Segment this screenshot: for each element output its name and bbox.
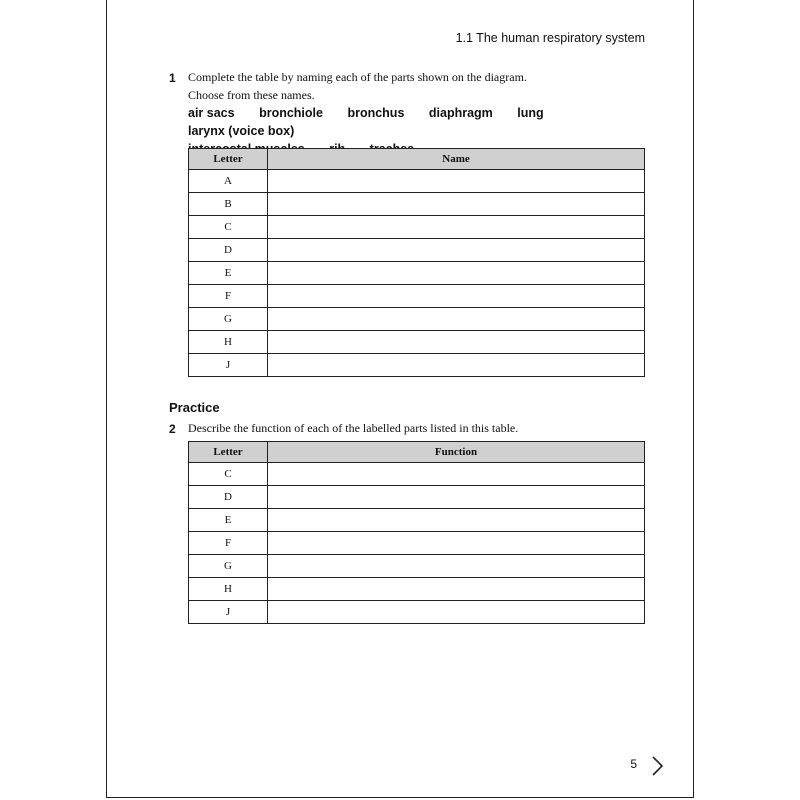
- name-answer-cell[interactable]: [268, 193, 645, 216]
- page-number: 5: [630, 757, 637, 771]
- row-letter: F: [189, 285, 268, 308]
- word-bank-item: lung: [517, 106, 544, 120]
- row-letter: G: [189, 308, 268, 331]
- name-answer-cell[interactable]: [268, 285, 645, 308]
- word-bank-item: bronchus: [347, 106, 405, 120]
- name-answer-cell[interactable]: [268, 216, 645, 239]
- table-row: [189, 509, 645, 532]
- row-letter: J: [189, 601, 268, 624]
- table-row: [189, 239, 645, 262]
- table-row: [189, 532, 645, 555]
- section-header: 1.1 The human respiratory system: [455, 31, 645, 45]
- table-row: [189, 170, 645, 193]
- function-answer-cell[interactable]: [268, 532, 645, 555]
- table-row: [189, 555, 645, 578]
- table-row: [189, 216, 645, 239]
- row-letter: H: [189, 331, 268, 354]
- table-row: [189, 601, 645, 624]
- name-answer-cell[interactable]: [268, 239, 645, 262]
- function-answer-cell[interactable]: [268, 486, 645, 509]
- chevron-right-icon[interactable]: [647, 755, 667, 777]
- row-letter: A: [189, 170, 268, 193]
- table-header-row: [189, 149, 645, 170]
- word-bank-item: diaphragm: [428, 106, 493, 120]
- name-answer-cell[interactable]: [268, 354, 645, 377]
- question-2-number: 2: [169, 422, 176, 436]
- row-letter: G: [189, 555, 268, 578]
- table-row: [189, 354, 645, 377]
- question-1-line-1: Complete the table by naming each of the parts shown on the diagram.: [188, 70, 527, 84]
- table-row: [189, 578, 645, 601]
- name-answer-cell[interactable]: [268, 262, 645, 285]
- word-bank-item: bronchiole: [259, 106, 323, 120]
- letter-column-header: Letter: [189, 149, 268, 170]
- row-letter: D: [189, 239, 268, 262]
- worksheet-page: [106, 0, 694, 798]
- functions-table: [188, 441, 645, 624]
- row-letter: E: [189, 262, 268, 285]
- row-letter: D: [189, 486, 268, 509]
- row-letter: E: [189, 509, 268, 532]
- table-row: [189, 262, 645, 285]
- names-table: [188, 148, 645, 377]
- function-column-header: Function: [268, 442, 645, 463]
- table-header-row: [189, 442, 645, 463]
- function-answer-cell[interactable]: [268, 601, 645, 624]
- name-answer-cell[interactable]: [268, 308, 645, 331]
- row-letter: B: [189, 193, 268, 216]
- table-row: [189, 331, 645, 354]
- table-row: [189, 486, 645, 509]
- name-answer-cell[interactable]: [268, 331, 645, 354]
- function-answer-cell[interactable]: [268, 555, 645, 578]
- table-row: [189, 463, 645, 486]
- question-1-line-2: Choose from these names.: [188, 88, 315, 102]
- word-bank-item: larynx (voice box): [188, 124, 295, 138]
- question-2-text: Describe the function of each of the labelled parts listed in this table.: [188, 421, 519, 435]
- practice-heading: Practice: [169, 400, 220, 415]
- row-letter: J: [189, 354, 268, 377]
- function-answer-cell[interactable]: [268, 578, 645, 601]
- name-answer-cell[interactable]: [268, 170, 645, 193]
- row-letter: C: [189, 216, 268, 239]
- letter-column-header: Letter: [189, 442, 268, 463]
- function-answer-cell[interactable]: [268, 509, 645, 532]
- question-1-number: 1: [169, 71, 176, 85]
- table-row: [189, 285, 645, 308]
- row-letter: H: [189, 578, 268, 601]
- question-1-text: [188, 68, 527, 104]
- name-column-header: Name: [268, 149, 645, 170]
- table-row: [189, 193, 645, 216]
- function-answer-cell[interactable]: [268, 463, 645, 486]
- row-letter: C: [189, 463, 268, 486]
- row-letter: F: [189, 532, 268, 555]
- word-bank-item: air sacs: [188, 106, 235, 120]
- table-row: [189, 308, 645, 331]
